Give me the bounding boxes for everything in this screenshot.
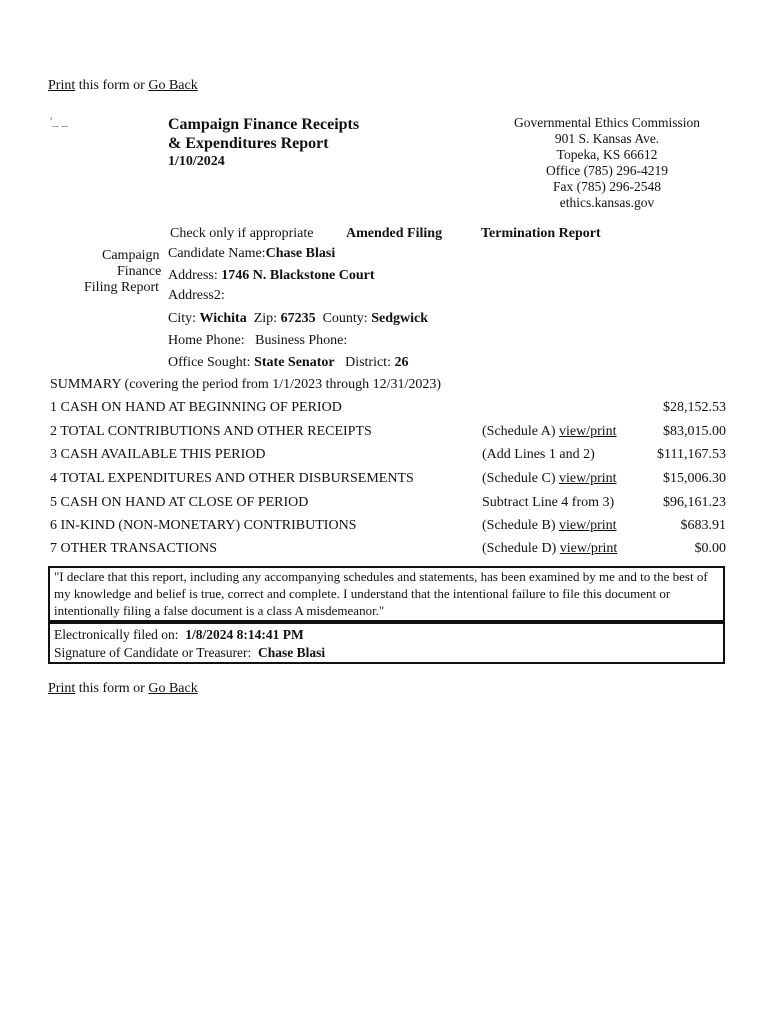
summary-row bbox=[50, 400, 728, 422]
office-label: Office Sought: bbox=[168, 355, 251, 370]
address-label: Address: bbox=[168, 268, 218, 283]
print-link-bottom[interactable]: Print bbox=[48, 681, 76, 696]
report-date: 1/10/2024 bbox=[168, 154, 225, 169]
district-value: 26 bbox=[394, 355, 409, 370]
row-schedule bbox=[482, 518, 617, 534]
commission-address bbox=[488, 115, 726, 211]
phone-line bbox=[168, 333, 347, 349]
summary-heading: SUMMARY (covering the period from 1/1/2023 through 12/31/2023) bbox=[50, 377, 442, 392]
district-label: District: bbox=[345, 355, 391, 370]
filed-line bbox=[54, 626, 719, 644]
summary-row bbox=[50, 495, 728, 517]
row-amount: $15,006.30 bbox=[663, 471, 726, 486]
row-label: 7 OTHER TRANSACTIONS bbox=[50, 541, 217, 556]
row-label: 2 TOTAL CONTRIBUTIONS AND OTHER RECEIPTS bbox=[50, 424, 372, 439]
zip-value: 67235 bbox=[280, 311, 316, 326]
title-line-2: & Expenditures Report bbox=[168, 135, 329, 152]
schedule-text: (Schedule B) bbox=[482, 518, 559, 533]
schedule-text: (Schedule A) bbox=[482, 424, 559, 439]
filing-box bbox=[48, 622, 725, 664]
declaration-box: "I declare that this report, including any accompanying schedules and statements, has been examined by me and to the best of my knowledge and belief is true, correct and complete. I understand that the intentional failure to file this document or intentionally filing a false document is a class A misdemeanor." bbox=[48, 566, 725, 622]
report-title bbox=[168, 115, 359, 171]
office-line bbox=[168, 355, 408, 371]
go-back-link[interactable]: Go Back bbox=[148, 78, 198, 93]
office-value: State Senator bbox=[254, 355, 335, 370]
signature-value: Chase Blasi bbox=[257, 645, 326, 660]
filed-label: Electronically filed on: bbox=[54, 627, 179, 642]
zip-label: Zip: bbox=[253, 311, 278, 326]
row-amount: $96,161.23 bbox=[663, 495, 726, 510]
summary-row bbox=[50, 424, 728, 446]
bottom-nav bbox=[48, 681, 198, 697]
row-schedule: (Add Lines 1 and 2) bbox=[482, 447, 595, 462]
schedule-d-view-print-link[interactable]: view/print bbox=[559, 541, 618, 556]
top-nav bbox=[48, 78, 198, 94]
summary-row bbox=[50, 541, 728, 563]
candidate-name-label: Candidate Name: bbox=[168, 246, 266, 261]
summary-row bbox=[50, 447, 728, 469]
signature-line bbox=[54, 644, 719, 662]
row-label: 1 CASH ON HAND AT BEGINNING OF PERIOD bbox=[50, 400, 342, 415]
city-line bbox=[168, 311, 428, 327]
schedule-c-view-print-link[interactable]: view/print bbox=[558, 471, 617, 486]
scan-mark: ′_ _ bbox=[50, 114, 68, 128]
address-line bbox=[168, 268, 375, 284]
summary-row bbox=[50, 471, 728, 493]
home-phone-label: Home Phone: bbox=[168, 333, 245, 348]
city-value: Wichita bbox=[199, 311, 247, 326]
go-back-link-bottom[interactable]: Go Back bbox=[148, 681, 198, 696]
city-label: City: bbox=[168, 311, 197, 326]
row-schedule bbox=[482, 471, 617, 487]
nav-text: this form or bbox=[75, 78, 149, 93]
address2-line: Address2: bbox=[168, 288, 225, 303]
row-amount: $683.91 bbox=[680, 518, 726, 533]
county-value: Sedgwick bbox=[371, 311, 428, 326]
row-schedule bbox=[482, 424, 617, 440]
row-label: 6 IN-KIND (NON-MONETARY) CONTRIBUTIONS bbox=[50, 518, 357, 533]
check-label: Check only if appropriate bbox=[170, 226, 314, 241]
row-schedule: Subtract Line 4 from 3) bbox=[482, 495, 615, 510]
row-amount: $0.00 bbox=[694, 541, 726, 556]
row-schedule bbox=[482, 541, 617, 557]
row-label: 4 TOTAL EXPENDITURES AND OTHER DISBURSEMENTS bbox=[50, 471, 414, 486]
title-line-1: Campaign Finance Receipts bbox=[168, 116, 360, 133]
amended-filing: Amended Filing bbox=[346, 226, 443, 241]
signature-label: Signature of Candidate or Treasurer: bbox=[54, 645, 252, 660]
row-label: 5 CASH ON HAND AT CLOSE OF PERIOD bbox=[50, 495, 309, 510]
commission-name: Governmental Ethics Commission bbox=[514, 115, 700, 130]
candidate-name: Chase Blasi bbox=[265, 246, 336, 261]
row-amount: $28,152.53 bbox=[663, 400, 726, 415]
print-link[interactable]: Print bbox=[48, 78, 76, 93]
row-label: 3 CASH AVAILABLE THIS PERIOD bbox=[50, 447, 266, 462]
business-phone-label: Business Phone: bbox=[255, 333, 348, 348]
schedule-b-view-print-link[interactable]: view/print bbox=[558, 518, 617, 533]
summary-row bbox=[50, 518, 728, 540]
row-amount: $111,167.53 bbox=[657, 447, 726, 462]
side-label-finance: Finance bbox=[117, 264, 162, 279]
filed-value: 1/8/2024 8:14:41 PM bbox=[185, 627, 304, 642]
commission-web: ethics.kansas.gov bbox=[559, 195, 655, 210]
row-amount: $83,015.00 bbox=[663, 424, 726, 439]
commission-office-phone: Office (785) 296-4219 bbox=[546, 163, 668, 178]
side-label-campaign: Campaign bbox=[102, 248, 160, 263]
schedule-a-view-print-link[interactable]: view/print bbox=[558, 424, 617, 439]
nav-text: this form or bbox=[75, 681, 149, 696]
county-label: County: bbox=[322, 311, 368, 326]
schedule-text: (Schedule C) bbox=[482, 471, 559, 486]
commission-fax: Fax (785) 296-2548 bbox=[553, 179, 661, 194]
address-value: 1746 N. Blackstone Court bbox=[221, 268, 375, 283]
candidate-name-line bbox=[168, 246, 335, 262]
side-label-filing-report: Filing Report bbox=[84, 280, 160, 295]
schedule-text: (Schedule D) bbox=[482, 541, 560, 556]
termination-report: Termination Report bbox=[481, 226, 601, 241]
commission-street: 901 S. Kansas Ave. bbox=[554, 131, 660, 146]
commission-city: Topeka, KS 66612 bbox=[556, 147, 658, 162]
